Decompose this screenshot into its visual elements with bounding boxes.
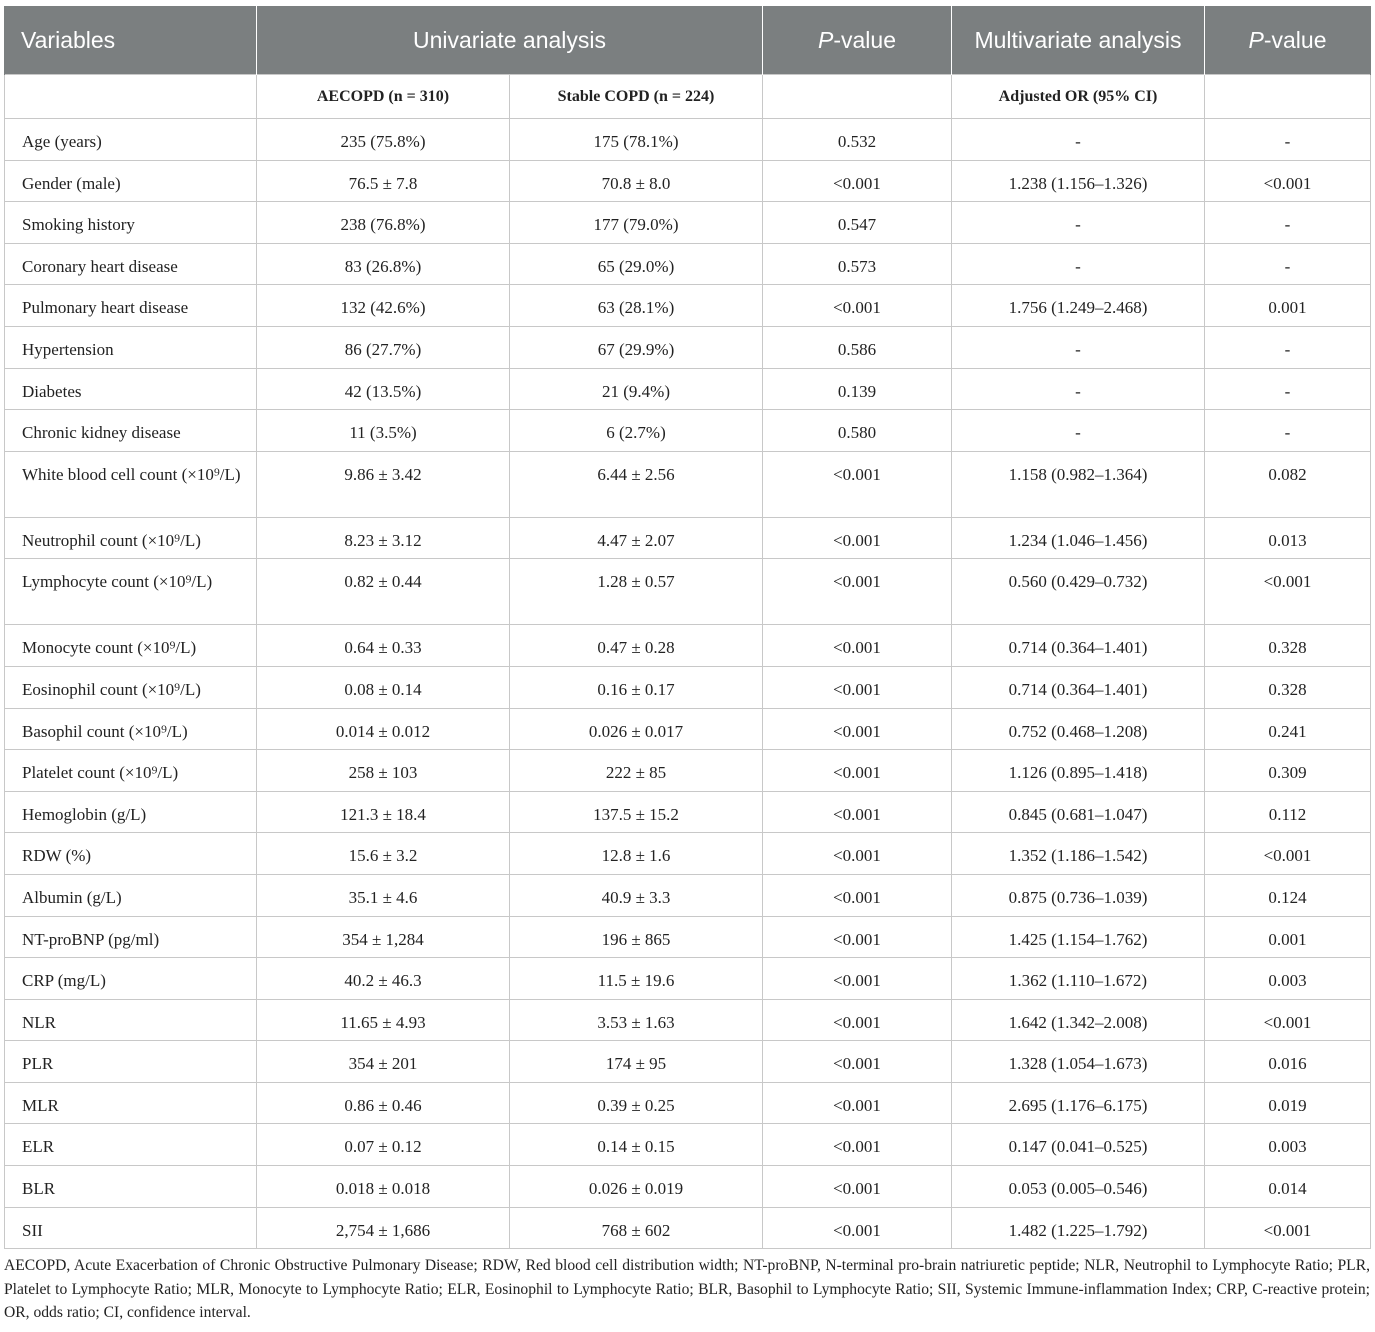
adjusted-or-cell: 1.238 (1.156–1.326) xyxy=(952,160,1205,202)
results-table xyxy=(4,6,1371,1249)
stable-cell: 177 (79.0%) xyxy=(510,202,763,244)
subheader-aecopd: AECOPD (n = 310) xyxy=(257,75,510,119)
header-p-value-1 xyxy=(763,6,952,75)
adjusted-or-cell: - xyxy=(952,368,1205,410)
stable-cell: 768 ± 602 xyxy=(510,1207,763,1249)
stable-cell: 63 (28.1%) xyxy=(510,285,763,327)
stable-cell: 6.44 ± 2.56 xyxy=(510,451,763,517)
variable-cell: Monocyte count (×10⁹/L) xyxy=(5,625,257,667)
variable-cell: White blood cell count (×10⁹/L) xyxy=(5,451,257,517)
header-p-value-2-rest: -value xyxy=(1263,26,1327,53)
variable-cell: ELR xyxy=(5,1124,257,1166)
adjusted-or-cell: - xyxy=(952,326,1205,368)
aecopd-cell: 0.86 ± 0.46 xyxy=(257,1082,510,1124)
p-value-cell: <0.001 xyxy=(763,791,952,833)
multivariate-p-cell: 0.019 xyxy=(1205,1082,1371,1124)
multivariate-p-cell: <0.001 xyxy=(1205,160,1371,202)
adjusted-or-cell: 0.845 (0.681–1.047) xyxy=(952,791,1205,833)
aecopd-cell: 0.08 ± 0.14 xyxy=(257,666,510,708)
adjusted-or-cell: 2.695 (1.176–6.175) xyxy=(952,1082,1205,1124)
table-row xyxy=(5,625,1371,667)
multivariate-p-cell: <0.001 xyxy=(1205,999,1371,1041)
multivariate-p-cell: <0.001 xyxy=(1205,559,1371,625)
aecopd-cell: 238 (76.8%) xyxy=(257,202,510,244)
table-row xyxy=(5,326,1371,368)
variable-cell: Platelet count (×10⁹/L) xyxy=(5,750,257,792)
multivariate-p-cell: - xyxy=(1205,202,1371,244)
table-row xyxy=(5,916,1371,958)
adjusted-or-cell: 1.234 (1.046–1.456) xyxy=(952,517,1205,559)
results-table-container xyxy=(4,6,1370,1249)
adjusted-or-cell: - xyxy=(952,410,1205,452)
variable-cell: NT-proBNP (pg/ml) xyxy=(5,916,257,958)
multivariate-p-cell: 0.001 xyxy=(1205,285,1371,327)
p-value-cell: 0.532 xyxy=(763,119,952,161)
table-row xyxy=(5,368,1371,410)
adjusted-or-cell: 0.752 (0.468–1.208) xyxy=(952,708,1205,750)
p-value-cell: 0.547 xyxy=(763,202,952,244)
variable-cell: Hemoglobin (g/L) xyxy=(5,791,257,833)
aecopd-cell: 0.018 ± 0.018 xyxy=(257,1166,510,1208)
adjusted-or-cell: 0.714 (0.364–1.401) xyxy=(952,666,1205,708)
stable-cell: 0.026 ± 0.017 xyxy=(510,708,763,750)
aecopd-cell: 40.2 ± 46.3 xyxy=(257,958,510,1000)
adjusted-or-cell: 1.352 (1.186–1.542) xyxy=(952,833,1205,875)
p-value-cell: <0.001 xyxy=(763,559,952,625)
variable-cell: Neutrophil count (×10⁹/L) xyxy=(5,517,257,559)
subheader-empty-2 xyxy=(763,75,952,119)
variable-cell: Age (years) xyxy=(5,119,257,161)
variable-cell: Gender (male) xyxy=(5,160,257,202)
aecopd-cell: 35.1 ± 4.6 xyxy=(257,874,510,916)
subheader-stable: Stable COPD (n = 224) xyxy=(510,75,763,119)
aecopd-cell: 0.64 ± 0.33 xyxy=(257,625,510,667)
stable-cell: 0.47 ± 0.28 xyxy=(510,625,763,667)
p-value-cell: <0.001 xyxy=(763,916,952,958)
p-value-cell: <0.001 xyxy=(763,625,952,667)
p-value-cell: <0.001 xyxy=(763,160,952,202)
stable-cell: 3.53 ± 1.63 xyxy=(510,999,763,1041)
table-row xyxy=(5,285,1371,327)
stable-cell: 174 ± 95 xyxy=(510,1041,763,1083)
adjusted-or-cell: 0.053 (0.005–0.546) xyxy=(952,1166,1205,1208)
header-p-value-2-italic: P xyxy=(1248,26,1264,53)
adjusted-or-cell: 0.714 (0.364–1.401) xyxy=(952,625,1205,667)
p-value-cell: <0.001 xyxy=(763,666,952,708)
multivariate-p-cell: 0.328 xyxy=(1205,625,1371,667)
table-row xyxy=(5,666,1371,708)
stable-cell: 0.026 ± 0.019 xyxy=(510,1166,763,1208)
adjusted-or-cell: 0.147 (0.041–0.525) xyxy=(952,1124,1205,1166)
aecopd-cell: 83 (26.8%) xyxy=(257,243,510,285)
table-row xyxy=(5,750,1371,792)
adjusted-or-cell: 0.560 (0.429–0.732) xyxy=(952,559,1205,625)
variable-cell: RDW (%) xyxy=(5,833,257,875)
adjusted-or-cell: - xyxy=(952,202,1205,244)
table-row xyxy=(5,119,1371,161)
adjusted-or-cell: 1.482 (1.225–1.792) xyxy=(952,1207,1205,1249)
table-body xyxy=(5,119,1371,1249)
footnote: AECOPD, Acute Exacerbation of Chronic Obstructive Pulmonary Disease; RDW, Red blood cell distribution width; NT-proBNP, N-terminal pro-brain natriuretic peptide; NLR, Neutrophil to Lymphocyte Ratio; PLR, Platelet to Lymphocyte Ratio; MLR, Monocyte to Lymphocyte Ratio; ELR, Eosinophil to Lymphocyte Ratio; BLR, Basophil to Lymphocyte Ratio; SII, Systemic Immune-inflammation Index; CRP, C-reactive protein; OR, odds ratio; CI, confidence interval. xyxy=(4,1257,1370,1321)
multivariate-p-cell: 0.112 xyxy=(1205,791,1371,833)
p-value-cell: <0.001 xyxy=(763,833,952,875)
multivariate-p-cell: 0.001 xyxy=(1205,916,1371,958)
table-row xyxy=(5,708,1371,750)
subheader-adjusted-or: Adjusted OR (95% CI) xyxy=(952,75,1205,119)
aecopd-cell: 0.82 ± 0.44 xyxy=(257,559,510,625)
aecopd-cell: 121.3 ± 18.4 xyxy=(257,791,510,833)
stable-cell: 11.5 ± 19.6 xyxy=(510,958,763,1000)
table-row xyxy=(5,517,1371,559)
table-row xyxy=(5,160,1371,202)
header-p-value-1-italic: P xyxy=(818,26,834,53)
multivariate-p-cell: 0.082 xyxy=(1205,451,1371,517)
table-row xyxy=(5,958,1371,1000)
p-value-cell: 0.573 xyxy=(763,243,952,285)
aecopd-cell: 9.86 ± 3.42 xyxy=(257,451,510,517)
aecopd-cell: 0.014 ± 0.012 xyxy=(257,708,510,750)
p-value-cell: <0.001 xyxy=(763,1166,952,1208)
p-value-cell: <0.001 xyxy=(763,750,952,792)
p-value-cell: 0.139 xyxy=(763,368,952,410)
stable-cell: 6 (2.7%) xyxy=(510,410,763,452)
variable-cell: MLR xyxy=(5,1082,257,1124)
table-row xyxy=(5,559,1371,625)
multivariate-p-cell: 0.016 xyxy=(1205,1041,1371,1083)
variable-cell: Lymphocyte count (×10⁹/L) xyxy=(5,559,257,625)
table-row xyxy=(5,874,1371,916)
variable-cell: Chronic kidney disease xyxy=(5,410,257,452)
multivariate-p-cell: 0.013 xyxy=(1205,517,1371,559)
table-row xyxy=(5,202,1371,244)
p-value-cell: <0.001 xyxy=(763,958,952,1000)
aecopd-cell: 86 (27.7%) xyxy=(257,326,510,368)
p-value-cell: 0.580 xyxy=(763,410,952,452)
p-value-cell: <0.001 xyxy=(763,1124,952,1166)
table-row xyxy=(5,451,1371,517)
aecopd-cell: 354 ± 1,284 xyxy=(257,916,510,958)
stable-cell: 196 ± 865 xyxy=(510,916,763,958)
stable-cell: 222 ± 85 xyxy=(510,750,763,792)
adjusted-or-cell: 0.875 (0.736–1.039) xyxy=(952,874,1205,916)
subheader-row xyxy=(5,75,1371,119)
p-value-cell: <0.001 xyxy=(763,1207,952,1249)
aecopd-cell: 76.5 ± 7.8 xyxy=(257,160,510,202)
table-row xyxy=(5,1166,1371,1208)
aecopd-cell: 0.07 ± 0.12 xyxy=(257,1124,510,1166)
variable-cell: Eosinophil count (×10⁹/L) xyxy=(5,666,257,708)
multivariate-p-cell: 0.309 xyxy=(1205,750,1371,792)
variable-cell: Albumin (g/L) xyxy=(5,874,257,916)
subheader-empty-3 xyxy=(1205,75,1371,119)
aecopd-cell: 132 (42.6%) xyxy=(257,285,510,327)
adjusted-or-cell: 1.328 (1.054–1.673) xyxy=(952,1041,1205,1083)
stable-cell: 0.16 ± 0.17 xyxy=(510,666,763,708)
stable-cell: 70.8 ± 8.0 xyxy=(510,160,763,202)
variable-cell: Basophil count (×10⁹/L) xyxy=(5,708,257,750)
aecopd-cell: 11 (3.5%) xyxy=(257,410,510,452)
multivariate-p-cell: 0.328 xyxy=(1205,666,1371,708)
p-value-cell: <0.001 xyxy=(763,1041,952,1083)
adjusted-or-cell: 1.158 (0.982–1.364) xyxy=(952,451,1205,517)
header-row xyxy=(5,6,1371,75)
multivariate-p-cell: <0.001 xyxy=(1205,833,1371,875)
p-value-cell: <0.001 xyxy=(763,451,952,517)
aecopd-cell: 8.23 ± 3.12 xyxy=(257,517,510,559)
aecopd-cell: 11.65 ± 4.93 xyxy=(257,999,510,1041)
stable-cell: 21 (9.4%) xyxy=(510,368,763,410)
p-value-cell: <0.001 xyxy=(763,999,952,1041)
table-row xyxy=(5,833,1371,875)
table-row xyxy=(5,1124,1371,1166)
header-p-value-2 xyxy=(1205,6,1371,75)
variable-cell: Smoking history xyxy=(5,202,257,244)
adjusted-or-cell: 1.126 (0.895–1.418) xyxy=(952,750,1205,792)
header-variables: Variables xyxy=(5,6,257,75)
p-value-cell: <0.001 xyxy=(763,1082,952,1124)
multivariate-p-cell: - xyxy=(1205,326,1371,368)
variable-cell: SII xyxy=(5,1207,257,1249)
stable-cell: 65 (29.0%) xyxy=(510,243,763,285)
aecopd-cell: 15.6 ± 3.2 xyxy=(257,833,510,875)
p-value-cell: <0.001 xyxy=(763,708,952,750)
table-row xyxy=(5,999,1371,1041)
variable-cell: BLR xyxy=(5,1166,257,1208)
adjusted-or-cell: 1.756 (1.249–2.468) xyxy=(952,285,1205,327)
aecopd-cell: 42 (13.5%) xyxy=(257,368,510,410)
p-value-cell: <0.001 xyxy=(763,874,952,916)
variable-cell: CRP (mg/L) xyxy=(5,958,257,1000)
multivariate-p-cell: <0.001 xyxy=(1205,1207,1371,1249)
variable-cell: Diabetes xyxy=(5,368,257,410)
variable-cell: Coronary heart disease xyxy=(5,243,257,285)
multivariate-p-cell: - xyxy=(1205,243,1371,285)
stable-cell: 137.5 ± 15.2 xyxy=(510,791,763,833)
stable-cell: 0.39 ± 0.25 xyxy=(510,1082,763,1124)
table-row xyxy=(5,791,1371,833)
adjusted-or-cell: 1.425 (1.154–1.762) xyxy=(952,916,1205,958)
adjusted-or-cell: 1.362 (1.110–1.672) xyxy=(952,958,1205,1000)
header-univariate: Univariate analysis xyxy=(257,6,763,75)
stable-cell: 67 (29.9%) xyxy=(510,326,763,368)
multivariate-p-cell: 0.003 xyxy=(1205,1124,1371,1166)
adjusted-or-cell: 1.642 (1.342–2.008) xyxy=(952,999,1205,1041)
subheader-empty-1 xyxy=(5,75,257,119)
stable-cell: 0.14 ± 0.15 xyxy=(510,1124,763,1166)
multivariate-p-cell: - xyxy=(1205,368,1371,410)
stable-cell: 1.28 ± 0.57 xyxy=(510,559,763,625)
p-value-cell: <0.001 xyxy=(763,285,952,327)
variable-cell: NLR xyxy=(5,999,257,1041)
aecopd-cell: 2,754 ± 1,686 xyxy=(257,1207,510,1249)
adjusted-or-cell: - xyxy=(952,119,1205,161)
stable-cell: 4.47 ± 2.07 xyxy=(510,517,763,559)
stable-cell: 175 (78.1%) xyxy=(510,119,763,161)
variable-cell: PLR xyxy=(5,1041,257,1083)
p-value-cell: <0.001 xyxy=(763,517,952,559)
table-row xyxy=(5,410,1371,452)
variable-cell: Pulmonary heart disease xyxy=(5,285,257,327)
stable-cell: 40.9 ± 3.3 xyxy=(510,874,763,916)
stable-cell: 12.8 ± 1.6 xyxy=(510,833,763,875)
multivariate-p-cell: 0.003 xyxy=(1205,958,1371,1000)
multivariate-p-cell: - xyxy=(1205,410,1371,452)
aecopd-cell: 354 ± 201 xyxy=(257,1041,510,1083)
variable-cell: Hypertension xyxy=(5,326,257,368)
multivariate-p-cell: - xyxy=(1205,119,1371,161)
multivariate-p-cell: 0.241 xyxy=(1205,708,1371,750)
table-row xyxy=(5,1041,1371,1083)
p-value-cell: 0.586 xyxy=(763,326,952,368)
table-row xyxy=(5,1082,1371,1124)
multivariate-p-cell: 0.124 xyxy=(1205,874,1371,916)
multivariate-p-cell: 0.014 xyxy=(1205,1166,1371,1208)
aecopd-cell: 235 (75.8%) xyxy=(257,119,510,161)
table-row xyxy=(5,243,1371,285)
adjusted-or-cell: - xyxy=(952,243,1205,285)
aecopd-cell: 258 ± 103 xyxy=(257,750,510,792)
table-row xyxy=(5,1207,1371,1249)
header-multivariate: Multivariate analysis xyxy=(952,6,1205,75)
header-p-value-1-rest: -value xyxy=(833,26,896,53)
